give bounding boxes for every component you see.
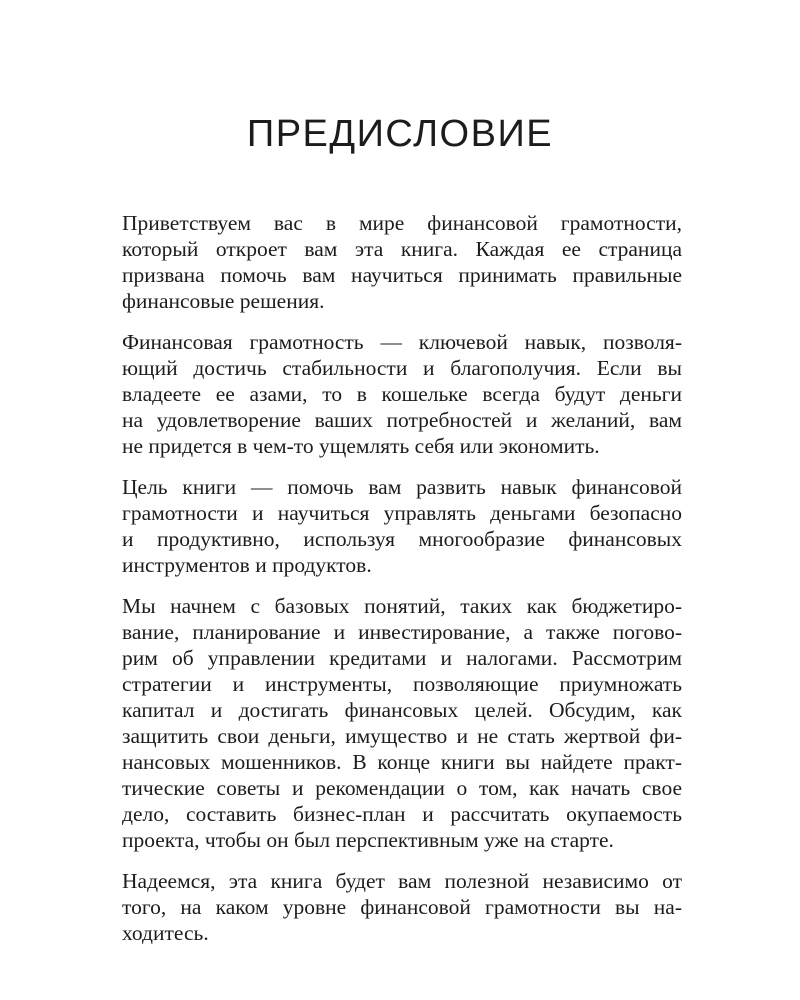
text-line: вание, планирование и инвестирование, а также погово- xyxy=(122,620,682,644)
text-line: нансовых мошенников. В конце книги вы найдете практ- xyxy=(122,750,682,774)
paragraph-5 xyxy=(122,868,682,946)
text-line: стратегии и инструменты, позволяющие приумножать xyxy=(122,672,682,696)
body-text xyxy=(122,210,682,961)
text-line: дело, составить бизнес-план и рассчитать окупаемость xyxy=(122,802,682,826)
paragraph-2 xyxy=(122,329,682,459)
text-line: финансовые решения. xyxy=(122,289,325,313)
text-line: и продуктивно, используя многообразие финансовых xyxy=(122,527,682,551)
text-line: проекта, чтобы он был перспективным уже на старте. xyxy=(122,828,614,852)
text-line: Мы начнем с базовых понятий, таких как бюджетиро- xyxy=(122,594,682,618)
text-line: тические советы и рекомендации о том, как начать свое xyxy=(122,776,682,800)
page-title: ПРЕДИСЛОВИЕ xyxy=(246,113,554,155)
paragraph-3 xyxy=(122,474,682,578)
text-line: на удовлетворение ваших потребностей и желаний, вам xyxy=(122,408,682,432)
text-line: владеете ее азами, то в кошельке всегда будут деньги xyxy=(122,382,682,406)
paragraph-4 xyxy=(122,593,682,853)
text-line: капитал и достигать финансовых целей. Обсудим, как xyxy=(122,698,682,722)
paragraph-1 xyxy=(122,210,682,314)
text-line: ющий достичь стабильности и благополучия. Если вы xyxy=(122,356,682,380)
text-line: Цель книги — помочь вам развить навык финансовой xyxy=(122,475,682,499)
text-line: грамотности и научиться управлять деньгами безопасно xyxy=(122,501,682,525)
text-line: ходитесь. xyxy=(122,921,209,945)
text-line: Финансовая грамотность — ключевой навык, позволя- xyxy=(122,330,682,354)
text-line: призвана помочь вам научиться принимать правильные xyxy=(122,263,682,287)
text-line: того, на каком уровне финансовой грамотности вы на- xyxy=(122,895,682,919)
text-line: Надеемся, эта книга будет вам полезной независимо от xyxy=(122,869,682,893)
text-line: инструментов и продуктов. xyxy=(122,553,372,577)
text-line: рим об управлении кредитами и налогами. Рассмотрим xyxy=(122,646,682,670)
text-line: не придется в чем-то ущемлять себя или экономить. xyxy=(122,434,600,458)
text-line: защитить свои деньги, имущество и не стать жертвой фи- xyxy=(122,724,682,748)
text-line: который откроет вам эта книга. Каждая ее страница xyxy=(122,237,682,261)
text-line: Приветствуем вас в мире финансовой грамотности, xyxy=(122,211,682,235)
